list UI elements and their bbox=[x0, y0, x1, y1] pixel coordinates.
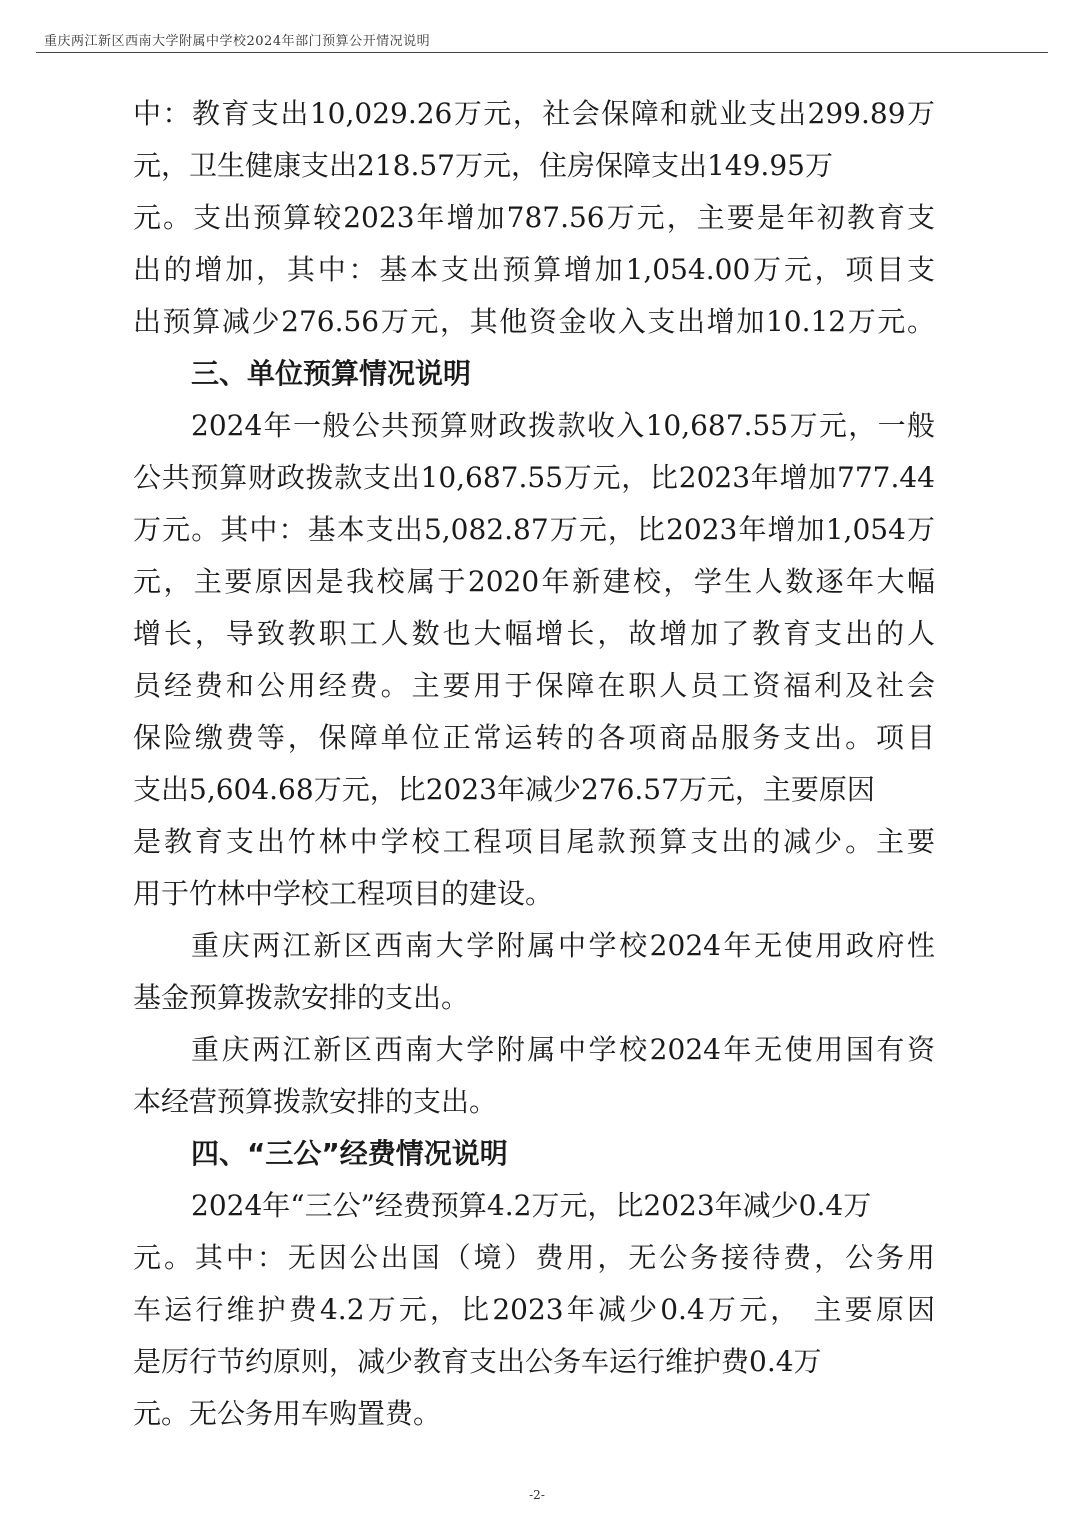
text-line: 中：教育支出10,029.26万元，社会保障和就业支出299.89万 bbox=[133, 97, 935, 130]
text-line: 是厉行节约原则，减少教育支出公务车运行维护费0.4万 bbox=[133, 1345, 822, 1378]
text-line: 本经营预算拨款安排的支出。 bbox=[133, 1085, 498, 1118]
text-line: 用于竹林中学校工程项目的建设。 bbox=[133, 877, 554, 910]
text-line: 保险缴费等，保障单位正常运转的各项商品服务支出。项目 bbox=[133, 721, 935, 754]
page-number: -2- bbox=[529, 1488, 545, 1502]
text-line: 2024年“三公”经费预算4.2万元，比2023年减少0.4万 bbox=[191, 1189, 872, 1222]
text-line: 公共预算财政拨款支出10,687.55万元，比2023年增加777.44 bbox=[133, 461, 935, 494]
text-line: 支出5,604.68万元，比2023年减少276.57万元，主要原因 bbox=[133, 773, 875, 806]
text-line: 万元。其中：基本支出5,082.87万元，比2023年增加1,054万 bbox=[133, 513, 935, 546]
document-body bbox=[133, 88, 935, 1440]
text-line: 元。支出预算较2023年增加787.56万元，主要是年初教育支 bbox=[133, 201, 935, 234]
text-line: 元，卫生健康支出218.57万元，住房保障支出149.95万 bbox=[133, 149, 833, 182]
text-line: 元。其中：无因公出国（境）费用，无公务接待费，公务用 bbox=[133, 1241, 935, 1274]
text-line: 元，主要原因是我校属于2020年新建校，学生人数逐年大幅 bbox=[133, 565, 935, 598]
text-line: 基金预算拨款安排的支出。 bbox=[133, 981, 470, 1014]
page-header: 重庆两江新区西南大学附属中学校2024年部门预算公开情况说明 bbox=[44, 34, 431, 49]
text-line: 车运行维护费4.2万元，比2023年减少0.4万元， 主要原因 bbox=[133, 1293, 935, 1326]
header-rule bbox=[36, 52, 1048, 53]
text-line: 2024年一般公共预算财政拨款收入10,687.55万元，一般 bbox=[191, 409, 935, 442]
text-line: 出的增加，其中：基本支出预算增加1,054.00万元，项目支 bbox=[133, 253, 935, 286]
text-line: 是教育支出竹林中学校工程项目尾款预算支出的减少。主要 bbox=[133, 825, 935, 858]
text-line: 重庆两江新区西南大学附属中学校2024年无使用政府性 bbox=[191, 929, 935, 962]
text-line: 元。无公务用车购置费。 bbox=[133, 1397, 442, 1430]
text-line: 重庆两江新区西南大学附属中学校2024年无使用国有资 bbox=[191, 1033, 935, 1066]
section-heading: 四、“三公”经费情况说明 bbox=[191, 1137, 508, 1170]
text-line: 增长，导致教职工人数也大幅增长，故增加了教育支出的人 bbox=[133, 617, 935, 650]
text-line: 出预算减少276.56万元，其他资金收入支出增加10.12万元。 bbox=[133, 305, 935, 338]
section-heading: 三、单位预算情况说明 bbox=[191, 357, 472, 390]
text-line: 员经费和公用经费。主要用于保障在职人员工资福利及社会 bbox=[133, 669, 935, 702]
